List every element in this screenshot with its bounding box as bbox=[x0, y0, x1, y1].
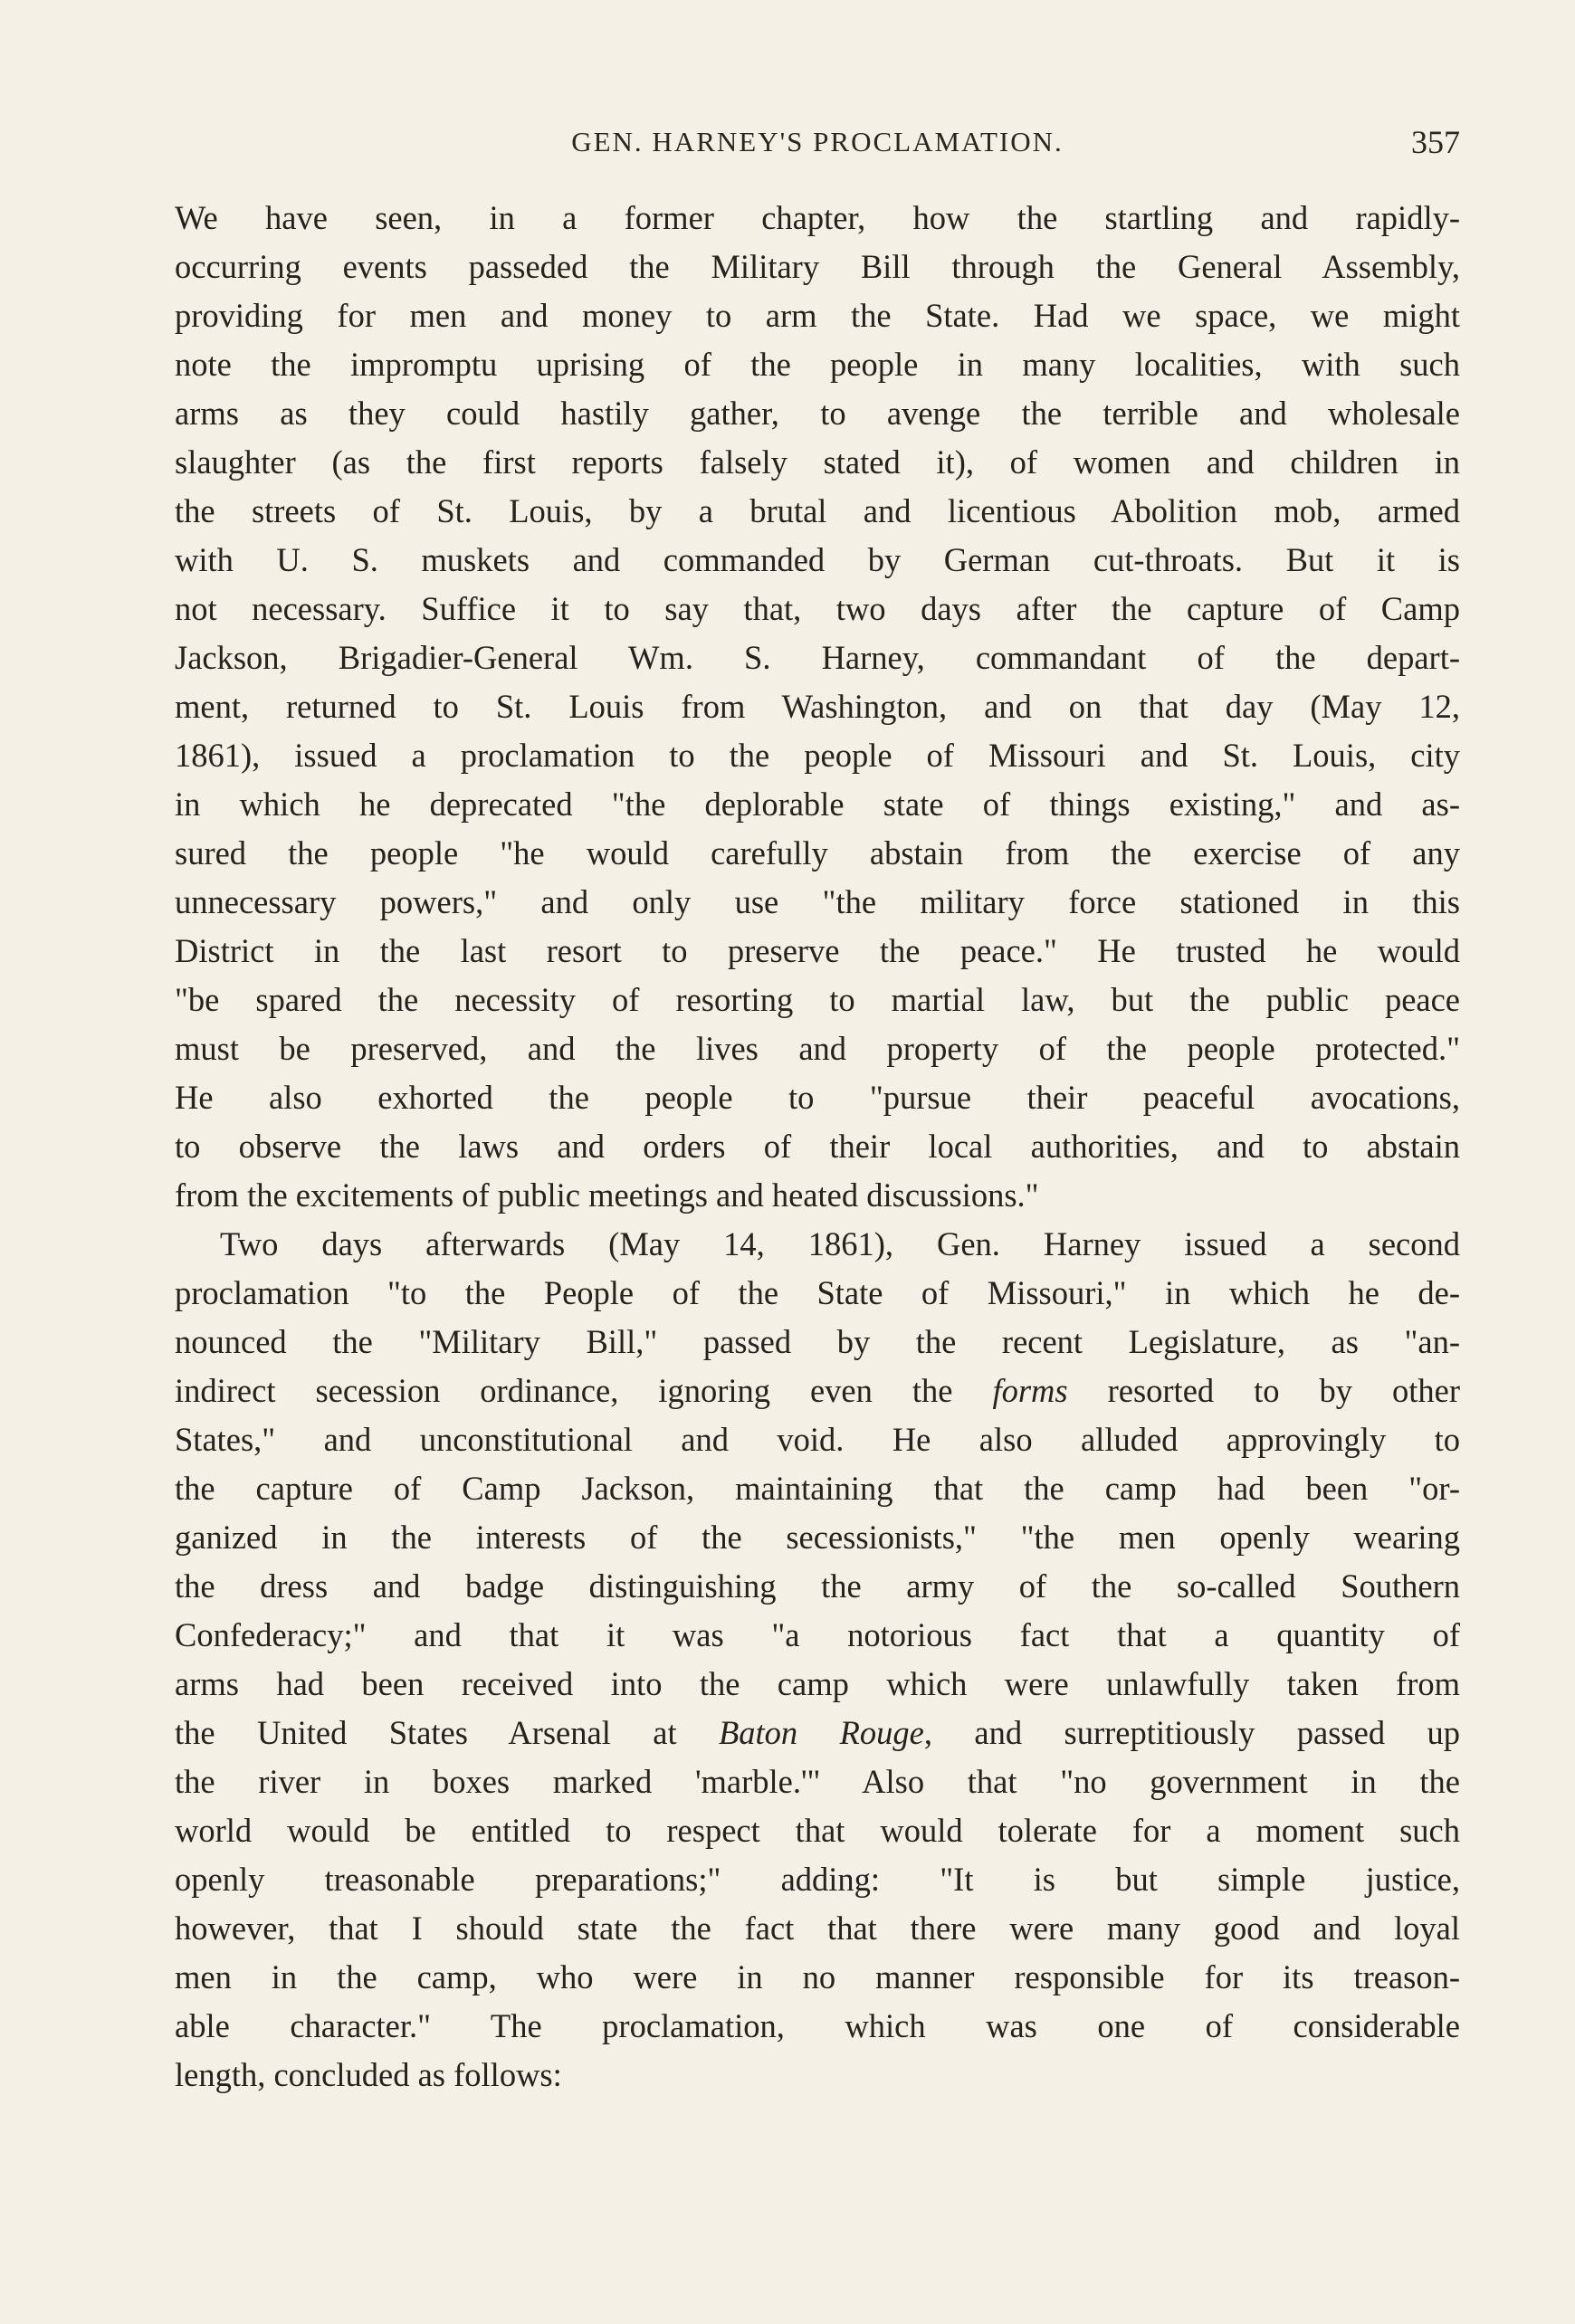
text-line: "be spared the necessity of resorting to martial law, but the public peace bbox=[175, 981, 1460, 1018]
text-line: He also exhorted the people to "pursue their peaceful avocations, bbox=[175, 1079, 1460, 1116]
text-line: Jackson, Brigadier-General Wm. S. Harney, commandant of the depart- bbox=[175, 639, 1460, 676]
text-line: to observe the laws and orders of their local authorities, and to abstain bbox=[175, 1128, 1460, 1165]
text-line: 1861), issued a proclamation to the people of Missouri and St. Louis, city bbox=[175, 737, 1460, 774]
text-line: men in the camp, who were in no manner responsible for its treason- bbox=[175, 1958, 1460, 1995]
text-line: ganized in the interests of the secessionists," "the men openly wearing bbox=[175, 1519, 1460, 1556]
text-line: length, concluded as follows: bbox=[175, 2056, 562, 2093]
text-run: resorted to by other bbox=[1067, 1372, 1460, 1409]
text-line: providing for men and money to arm the State. Had we space, we might bbox=[175, 297, 1460, 334]
italic-term-baton-rouge: Baton Rouge bbox=[719, 1714, 924, 1751]
text-line-with-italic bbox=[175, 1709, 1460, 1757]
text-line: District in the last resort to preserve the peace." He trusted he would bbox=[175, 932, 1460, 969]
text-line: however, that I should state the fact that there were many good and loyal bbox=[175, 1910, 1460, 1947]
text-line: arms had been received into the camp which were unlawfully taken from bbox=[175, 1665, 1460, 1702]
text-line: world would be entitled to respect that would tolerate for a moment such bbox=[175, 1812, 1460, 1849]
text-line: arms as they could hastily gather, to avenge the terrible and wholesale bbox=[175, 395, 1460, 432]
text-run: the United States Arsenal at bbox=[175, 1714, 719, 1751]
text-line: States," and unconstitutional and void. He also alluded approvingly to bbox=[175, 1421, 1460, 1458]
text-line: able character." The proclamation, which was one of considerable bbox=[175, 2007, 1460, 2044]
text-line: nounced the "Military Bill," passed by the recent Legislature, as "an- bbox=[175, 1323, 1460, 1360]
text-line: Two days afterwards (May 14, 1861), Gen. Harney issued a second bbox=[220, 1225, 1460, 1262]
text-line: sured the people "he would carefully abstain from the exercise of any bbox=[175, 834, 1460, 872]
text-line: ment, returned to St. Louis from Washington, and on that day (May 12, bbox=[175, 688, 1460, 725]
italic-term-forms: forms bbox=[992, 1372, 1068, 1409]
text-run: , and surreptitiously passed up bbox=[923, 1714, 1460, 1751]
text-run: indirect secession ordinance, ignoring even the bbox=[175, 1372, 993, 1409]
paragraph-2 bbox=[175, 1220, 1460, 2100]
text-line: Confederacy;" and that it was "a notorious fact that a quantity of bbox=[175, 1616, 1460, 1653]
text-line: the capture of Camp Jackson, maintaining that the camp had been "or- bbox=[175, 1470, 1460, 1507]
text-line: with U. S. muskets and commanded by German cut-throats. But it is bbox=[175, 541, 1460, 578]
text-line: openly treasonable preparations;" adding: "It is but simple justice, bbox=[175, 1861, 1460, 1898]
page-number: 357 bbox=[1411, 124, 1460, 160]
text-line: must be preserved, and the lives and property of the people protected." bbox=[175, 1030, 1460, 1067]
text-line: the dress and badge distinguishing the army of the so-called Southern bbox=[175, 1567, 1460, 1605]
text-line: slaughter (as the first reports falsely stated it), of women and children in bbox=[175, 443, 1460, 481]
text-line: the river in boxes marked 'marble.'" Also that "no government in the bbox=[175, 1763, 1460, 1800]
text-line: the streets of St. Louis, by a brutal and licentious Abolition mob, armed bbox=[175, 492, 1460, 529]
running-head bbox=[175, 119, 1460, 165]
paragraph-1 bbox=[175, 194, 1460, 1220]
text-line: We have seen, in a former chapter, how the startling and rapidly- bbox=[175, 199, 1460, 236]
text-line: proclamation "to the People of the State of Missouri," in which he de- bbox=[175, 1274, 1460, 1311]
text-line: from the excitements of public meetings and heated discussions." bbox=[175, 1176, 1039, 1214]
text-line-with-italic bbox=[175, 1367, 1460, 1415]
text-line: unnecessary powers," and only use "the military force stationed in this bbox=[175, 883, 1460, 920]
text-line: occurring events passeded the Military Bill through the General Assembly, bbox=[175, 248, 1460, 285]
text-line: in which he deprecated "the deplorable state of things existing," and as- bbox=[175, 786, 1460, 823]
running-title: GEN. HARNEY'S PROCLAMATION. bbox=[571, 126, 1064, 157]
body-text bbox=[175, 194, 1460, 2100]
text-line: not necessary. Suffice it to say that, two days after the capture of Camp bbox=[175, 590, 1460, 627]
text-line: note the impromptu uprising of the people in many localities, with such bbox=[175, 346, 1460, 383]
